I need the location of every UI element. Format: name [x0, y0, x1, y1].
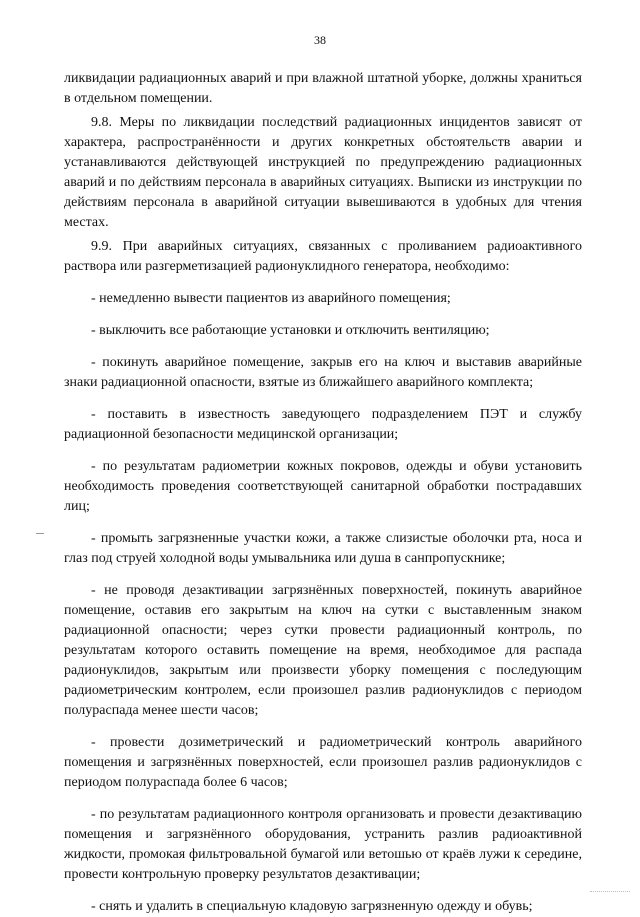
list-item: - покинуть аварийное помещение, закрыв его на ключ и выставив аварийные знаки радиационной опасности, взятые из ближайшего аварийного комплекта; [64, 355, 582, 390]
paragraph-9-8: 9.8. Меры по ликвидации последствий радиационных инцидентов зависят от характера, распространённости и других конкретных обстоятельств аварии и устанавливаются действующей инструкцией по предупреждению радиационных аварий и по действиям персонала в аварийных ситуациях. Выписки из инструкции по действиям персонала в аварийной ситуации вывешиваются в удобных для чтения местах. [64, 115, 582, 230]
margin-mark [36, 533, 44, 534]
list-item: - выключить все работающие установки и отключить вентиляцию; [91, 323, 490, 338]
list-item: - промыть загрязненные участки кожи, а также слизистые оболочки рта, носа и глаз под струей холодной воды умывальника или душа в санпропускнике; [64, 531, 582, 566]
paragraph-continuation: ликвидации радиационных аварий и при влажной штатной уборке, должны храниться в отдельном помещении. [64, 71, 582, 106]
paragraph-9-9: 9.9. При аварийных ситуациях, связанных с проливанием радиоактивного раствора или разгерметизацией радионуклидного генератора, необходимо: [64, 239, 582, 274]
document-body [64, 69, 582, 917]
list-item: - по результатам радиометрии кожных покровов, одежды и обуви установить необходимость проведения соответствующей санитарной обработки пострадавших лиц; [64, 459, 582, 514]
list-item: - поставить в известность заведующего подразделением ПЭТ и службу радиационной безопасности медицинской организации; [64, 407, 582, 442]
list-item: - провести дозиметрический и радиометрический контроль аварийного помещения и загрязнённых поверхностей, если произошел разлив радионуклидов с периодом полураспада более 6 часов; [64, 735, 582, 790]
list-item: - снять и удалить в специальную кладовую загрязненную одежду и обувь; [91, 899, 533, 914]
page-number: 38 [314, 33, 326, 47]
list-item: - немедленно вывести пациентов из аварийного помещения; [91, 291, 451, 306]
list-item: - не проводя дезактивации загрязнённых поверхностей, покинуть аварийное помещение, оставив его закрытым на ключ на сутки с выставленным знаком радиационной опасности; через сутки провести радиационный контроль, по результатам которого оставить помещение на время, необходимое для распада радионуклидов, закрытым или произвести уборку помещения с последующим радиометрическим контролем, если произошел разлив радионуклидов с периодом полураспада менее шести часов; [64, 583, 582, 718]
list-item: - по результатам радиационного контроля организовать и провести дезактивацию помещения и загрязнённого оборудования, устранить разлив радиоактивной жидкости, промокая фильтровальной бумагой или ветошью от краёв лужи к середине, провести контрольную проверку результатов дезактивации; [64, 807, 582, 882]
scan-artifact [590, 891, 630, 895]
